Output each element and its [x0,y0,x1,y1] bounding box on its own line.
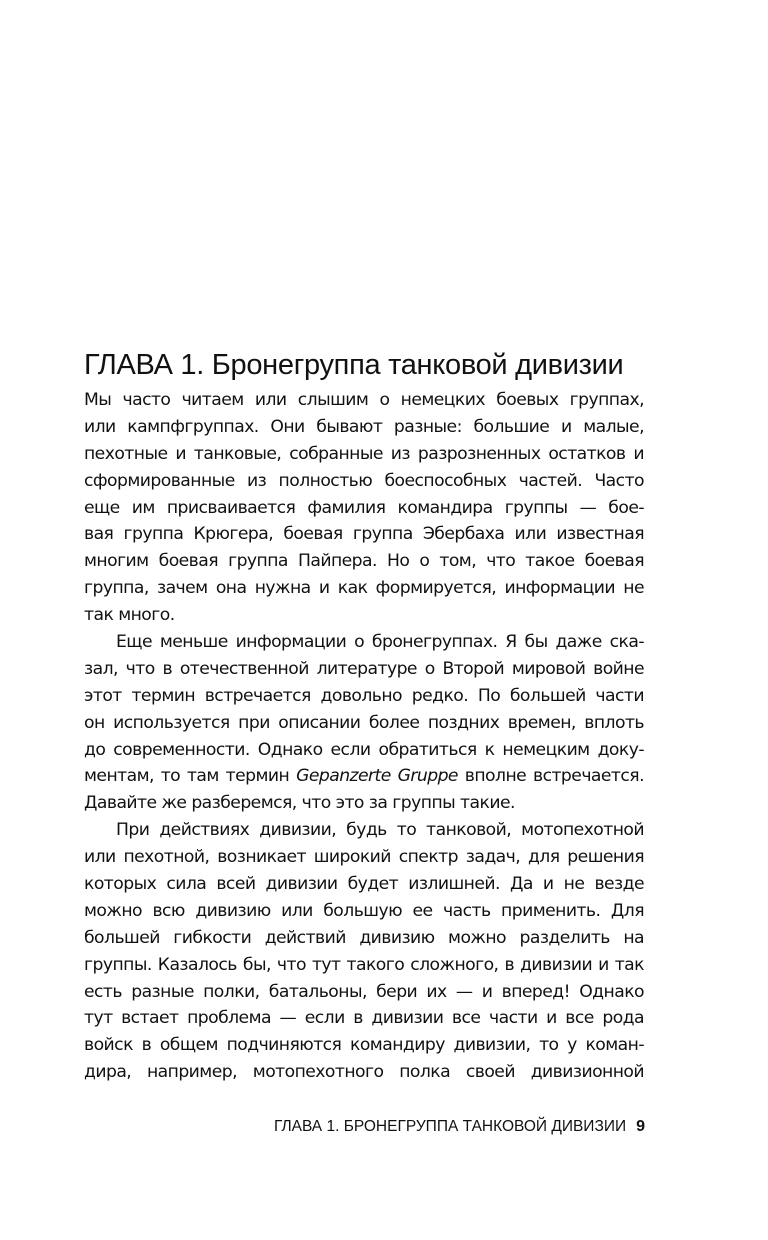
body-text [84,387,644,1086]
text-segment: ментам, то там термин [84,766,297,787]
text-line: большей гибкости действий дивизию можно разделить на [84,927,644,948]
text-line: можно всю дивизию или большую ее часть применить. Для [84,900,644,921]
text-line: пехотные и танковые, собранные из разрозненных остатков и [84,443,644,464]
text-line: он используется при описании более поздних времен, вплоть [84,712,644,733]
text-line: так много. [84,605,175,626]
text-line: Давайте же разберемся, что это за группы такие. [84,793,515,814]
text-line: многим боевая группа Пайпера. Но о том, что такое боевая [84,551,644,572]
text-line: группы. Казалось бы, что тут такого сложного, в дивизии и так [84,954,644,975]
text-line: тут встает проблема — если в дивизии все части и все рода [84,1008,644,1029]
text-segment: вполне встречается. [457,766,644,787]
paragraph-start-line: Еще меньше информации о бронегруппах. Я бы даже ска- [116,632,644,653]
text-line: вая группа Крюгера, боевая группа Эбербаха или известная [84,524,644,545]
text-line: или пехотной, возникает широкий спектр задач, для решения [84,847,644,868]
chapter-title: ГЛАВА 1. Бронегруппа танковой дивизии [84,349,624,382]
text-line: еще им присваивается фамилия командира группы — бое- [84,497,644,518]
text-line: Мы часто читаем или слышим о немецких боевых группах, [84,390,644,410]
text-line: зал, что в отечественной литературе о Второй мировой войне [84,658,644,679]
text-line: группа, зачем она нужна и как формируется, информации не [84,578,644,599]
text-line: до современности. Однако если обратиться к немецким доку- [84,739,644,760]
text-line: этот термин встречается довольно редко. По большей части [84,685,644,706]
running-title: ГЛАВА 1. БРОНЕГРУППА ТАНКОВОЙ ДИВИЗИИ [273,1118,627,1135]
paragraph-start-line: При действиях дивизии, будь то танковой, мотопехотной [116,820,644,841]
text-line-with-italic-term [84,763,644,790]
text-line: дира, например, мотопехотного полка своей дивизионной [84,1062,644,1083]
text-line: войск в общем подчиняются командиру дивизии, то у коман- [84,1035,644,1056]
text-line: сформированные из полностью боеспособных частей. Часто [84,470,644,491]
text-line: или кампфгруппах. Они бывают разные: большие и малые, [84,416,644,437]
italic-term: Gepanzerte Gruppe [296,766,458,787]
page-number: 9 [636,1118,645,1135]
text-line: которых сила всей дивизии будет излишней. Да и не везде [84,874,644,895]
running-footer [250,1118,645,1136]
text-line: есть разные полки, батальоны, бери их — и вперед! Однако [84,981,644,1002]
